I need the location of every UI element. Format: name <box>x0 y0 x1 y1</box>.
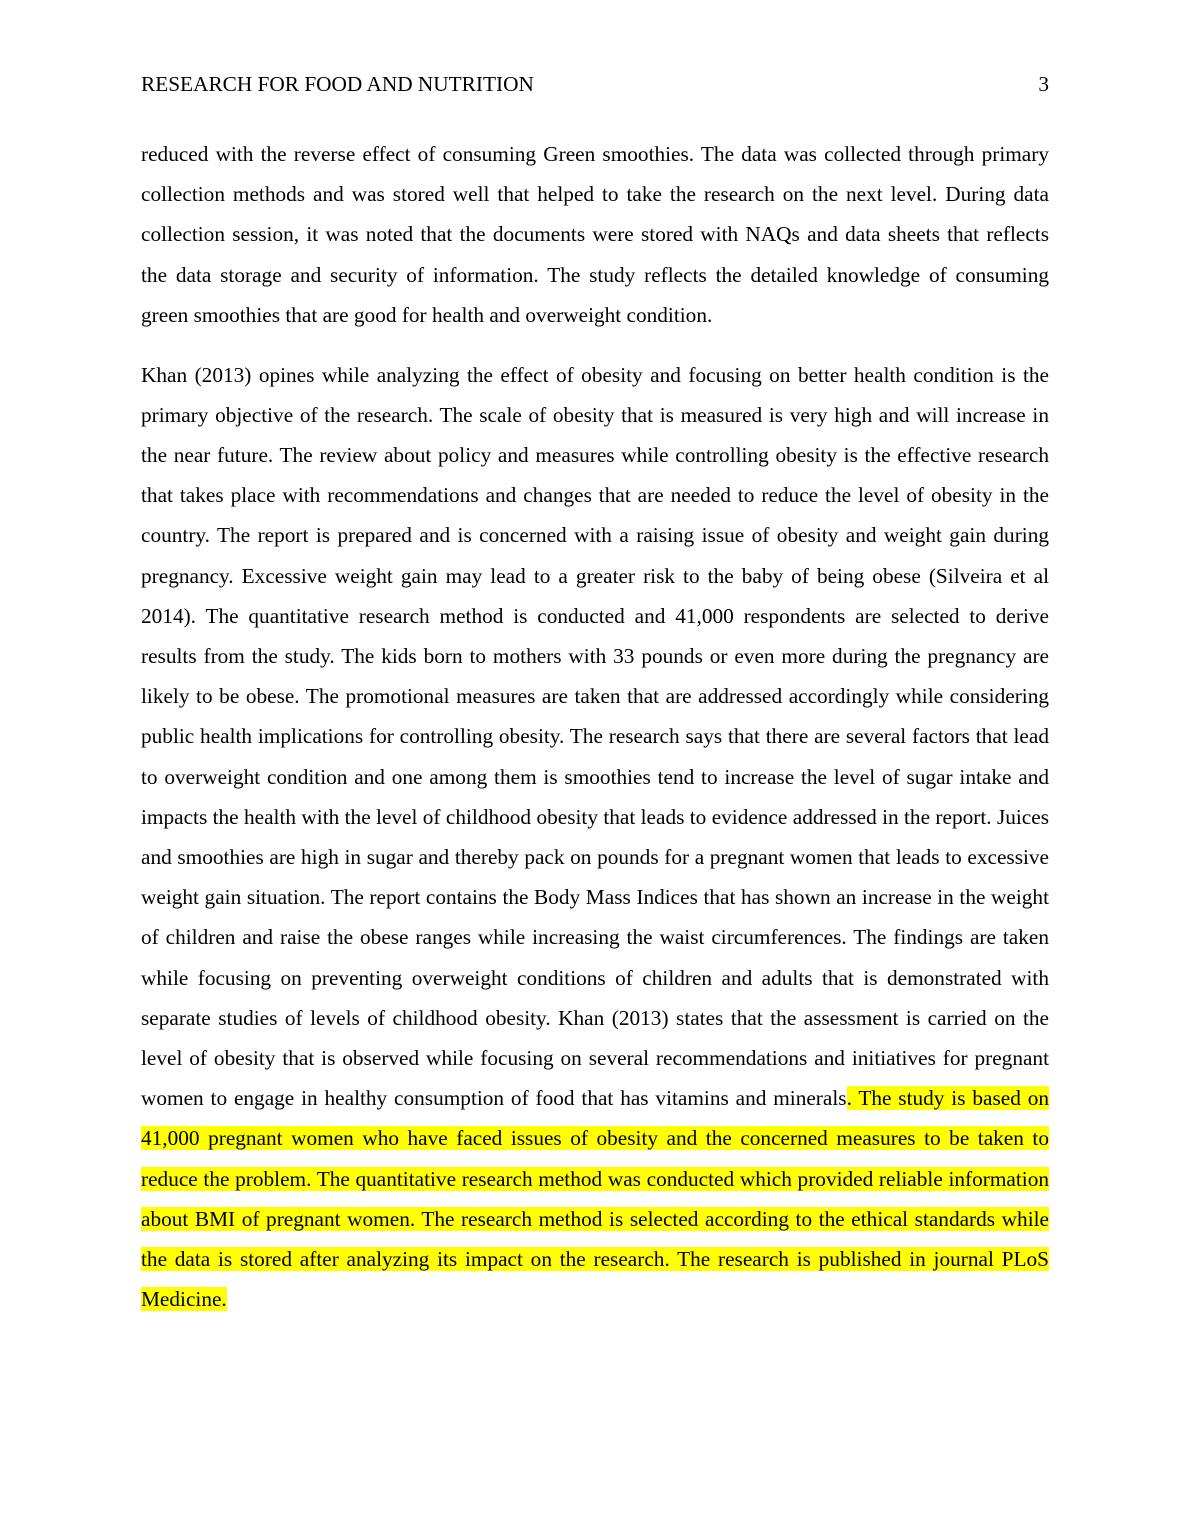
paragraph-2 <box>141 355 1049 1320</box>
page-number: 3 <box>1038 72 1049 96</box>
body-text <box>141 134 1049 1319</box>
paragraph-2-plain-text: Khan (2013) opines while analyzing the effect of obesity and focusing on better health condition is the primary objective of the research. The scale of obesity that is measured is very high and will increase in the near future. The review about policy and measures while controlling obesity is the effective research that takes place with recommendations and changes that are needed to reduce the level of obesity in the country. The report is prepared and is concerned with a raising issue of obesity and weight gain during pregnancy. Excessive weight gain may lead to a greater risk to the baby of being obese (Silveira et al 2014). The quantitative research method is conducted and 41,000 respondents are selected to derive results from the study. The kids born to mothers with 33 pounds or even more during the pregnancy are likely to be obese. The promotional measures are taken that are addressed accordingly while considering public health implications for controlling obesity. The research says that there are several factors that lead to overweight condition and one among them is smoothies tend to increase the level of sugar intake and impacts the health with the level of childhood obesity that leads to evidence addressed in the report. Juices and smoothies are high in sugar and thereby pack on pounds for a pregnant women that leads to excessive weight gain situation. The report contains the Body Mass Indices that has shown an increase in the weight of children and raise the obese ranges while increasing the waist circumferences. The findings are taken while focusing on preventing overweight conditions of children and adults that is demonstrated with separate studies of levels of childhood obesity. Khan (2013) states that the assessment is carried on the level of obesity that is observed while focusing on several recommendations and initiatives for pregnant women to engage in healthy consumption of food that has vitamins and minerals <box>141 362 1049 1111</box>
page-header <box>141 70 1049 98</box>
paragraph-1: reduced with the reverse effect of consuming Green smoothies. The data was collected through primary collection methods and was stored well that helped to take the research on the next level. During data collection session, it was noted that the documents were stored with NAQs and data sheets that reflects the data storage and security of information. The study reflects the detailed knowledge of consuming green smoothies that are good for health and overweight condition. <box>141 142 1049 327</box>
highlighted-text: . The study is based on 41,000 pregnant women who have faced issues of obesity and the concerned measures to be taken to reduce the problem. The quantitative research method was conducted which provided reliable information about BMI of pregnant women. The research method is selected according to the ethical standards while the data is stored after analyzing its impact on the research. The research is published in journal PLoS Medicine. <box>141 1086 1049 1312</box>
running-head-title: RESEARCH FOR FOOD AND NUTRITION <box>141 72 534 96</box>
